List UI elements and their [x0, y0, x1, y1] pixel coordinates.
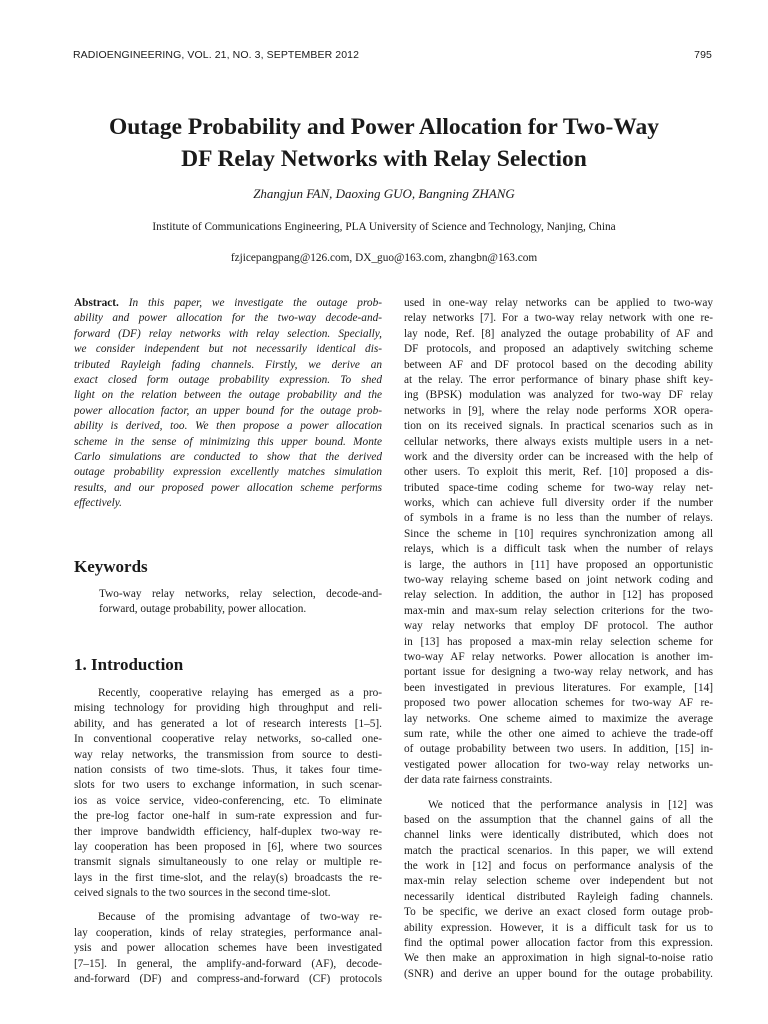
abstract-line: effectively. — [74, 497, 122, 510]
intro-line: lay cooperation has been proposed in [6], where two sources — [74, 840, 382, 853]
body-line: vestigated power allocation for two-way relay networks un- — [404, 758, 713, 771]
body-line: lay networks. One scheme aimed to maximize the average — [404, 712, 713, 725]
page-number: 795 — [694, 49, 712, 61]
affiliation: Institute of Communications Engineering, PLA University of Science and Technology, Nanjing, China — [152, 221, 616, 233]
paper-title — [60, 111, 708, 175]
intro-line: way relay networks, the transmission from source to desti- — [74, 748, 382, 761]
intro-line: and-forward (DF) and compress-and-forward (CF) protocols — [74, 973, 382, 986]
body-line: portant issue for designing a two-way relay network, and has — [404, 666, 713, 679]
abstract-line: scheme in the sense of minimizing this upper bound. Monte — [74, 435, 382, 448]
body-line: way relay networks that employ DF protocol. The author — [404, 620, 713, 633]
intro-line: lay cooperation, kinds of relay strategies, performance anal- — [74, 926, 382, 939]
intro-line: Because of the promising advantage of two-way re- — [98, 911, 382, 924]
body-line: tion on its received signals. In practical scenarios such as in — [404, 420, 713, 433]
body-line: works, which can achieve full diversity order if the number — [404, 497, 713, 510]
body-line: der data rate fairness constraints. — [404, 774, 553, 787]
body-line: max-min relay selection scheme over independent but not — [404, 875, 713, 888]
body-line: the work in [12] and focus on performance analysis of the — [404, 860, 713, 873]
intro-line: slots for two users to exchange information, in such scenar- — [74, 779, 382, 792]
body-line: two-way AF relay networks. Power allocation is another im- — [404, 650, 713, 663]
intro-line: [7–15]. In general, the amplify-and-forward (AF), decode- — [74, 957, 382, 970]
body-line: relays, which is a difficult task when the number of relays — [404, 543, 713, 556]
body-line: of symbols in a frame is no less than the number of relays. — [404, 512, 713, 525]
abstract-line: ability and power allocation for the two-way decode-and- — [74, 312, 382, 325]
intro-line: lays in the first time-slot, and the relay(s) broadcasts the re- — [74, 871, 382, 884]
body-line: Since the scheme in [10] requires synchronization among all — [404, 527, 713, 540]
body-line: is large, the authors in [11] have proposed an opportunistic — [404, 558, 713, 571]
body-line: proposed two power allocation schemes for two-way AF re- — [404, 697, 713, 710]
introduction-heading: 1. Introduction — [74, 655, 184, 674]
abstract — [74, 296, 382, 511]
body-line: (SNR) and derive an upper bound for the outage probability. — [404, 967, 713, 980]
abstract-line: results, and our proposed power allocation scheme performs — [74, 481, 382, 494]
body-line: ing (BPSK) modulation was analyzed for two-way DF relay — [404, 389, 713, 402]
body-line: used in one-way relay networks can be applied to two-way — [404, 297, 713, 309]
paragraph-gap — [74, 901, 382, 910]
journal-name: RADIOENGINEERING, VOL. 21, NO. 3, SEPTEMBER 2012 — [73, 49, 360, 61]
abstract-line: outage probability expression excellently matches simulation — [74, 466, 382, 479]
abstract-line: Carlo simulations are conducted to show that the derived — [74, 450, 382, 463]
body-line: in [13] has proposed a max-min relay selection scheme for — [404, 635, 713, 648]
body-line: necessarily identical distributed Rayleigh fading channels. — [404, 890, 713, 903]
abstract-line: forward (DF) relay networks with relay selection. Specially, — [74, 327, 382, 340]
body-line: networks in [9], where the relay node performs XOR opera- — [404, 404, 713, 417]
right-column — [404, 296, 713, 982]
body-line: work and the diversity order can be increased with the help of — [404, 450, 713, 463]
abstract-line: tributed Rayleigh fading channels. Firstly, we derive an — [74, 358, 382, 371]
intro-line: the pre-log factor one-half in sum-rate expression and fur- — [74, 810, 382, 823]
body-line: tributed space-time coding scheme for two-way relay net- — [404, 481, 713, 494]
abstract-line: power allocation factor, an upper bound for the outage prob- — [74, 404, 382, 417]
abstract-first-line-text: In this paper, we investigate the outage prob- — [128, 297, 382, 309]
body-line: We then make an approximation in high signal-to-noise ratio — [404, 952, 713, 965]
body-line: We noticed that the performance analysis in [12] was — [428, 798, 713, 811]
body-line: relay selection. In addition, the author in [12] has proposed — [404, 589, 713, 602]
abstract-line — [74, 296, 382, 311]
keywords-line: Two-way relay networks, relay selection, decode-and- — [99, 588, 382, 600]
body-line: been investigated in previous literatures. For example, [14] — [404, 681, 713, 694]
body-line: relay networks [7]. For a two-way relay network with one re- — [404, 312, 713, 325]
intro-line: ios as voice service, video-conferencing, etc. To eliminate — [74, 794, 382, 807]
body-line: cellular networks, there always exists multiple users in a net- — [404, 435, 713, 448]
body-line: max-min and max-sum relay selection criterions for the two- — [404, 604, 713, 617]
body-line: find the optimal power allocation factor from this expression. — [404, 937, 713, 950]
body-line: channel links were identically distributed, which does not — [404, 829, 713, 842]
intro-line: ceived signals to the two sources in the second time-slot. — [74, 887, 331, 900]
intro-line: mising technology for providing high throughput and reli- — [74, 702, 382, 715]
intro-line: ther improve bandwidth efficiency, half-duplex two-way re- — [74, 825, 382, 838]
title-line: Outage Probability and Power Allocation for Two-Way — [108, 114, 660, 140]
author-emails: fzjicepangpang@126.com, DX_guo@163.com, zhangbn@163.com — [230, 252, 538, 264]
body-line: based on the assumption that the channel gains of all the — [404, 813, 713, 826]
intro-line: ability, and has generated a lot of research interests [1–5]. — [74, 717, 382, 730]
body-line: between AF and DF protocol based on the decoding ability — [404, 358, 713, 371]
abstract-line: we consider independent but not necessarily identical dis- — [74, 343, 382, 356]
body-line: ability expression. However, it is a difficult task for us to — [404, 921, 713, 934]
intro-line: In conventional cooperative relay networks, so-called one- — [74, 733, 382, 746]
keywords-heading: Keywords — [74, 557, 148, 576]
abstract-line: ability is derived, too. We then propose a power allocation — [74, 420, 382, 433]
running-header — [73, 49, 712, 63]
body-line: at the relay. The error performance of binary phase shift key- — [404, 373, 713, 386]
intro-line: transmit signals simultaneously to one relay or multiple re- — [74, 856, 382, 869]
body-line: lay node, Ref. [8] analyzed the outage probability of AF and — [404, 327, 713, 340]
body-line: match the practical scenarios. In this paper, we will extend — [404, 844, 713, 857]
intro-line: nation consists of two time-slots. Thus, it takes four time- — [74, 763, 382, 776]
introduction-body — [74, 686, 382, 987]
paragraph-gap — [404, 789, 713, 798]
abstract-line: light on the relation between the outage probability and the — [74, 389, 382, 402]
body-line: To be specific, we derive an exact closed form outage prob- — [404, 906, 713, 919]
intro-line: Recently, cooperative relaying has emerged as a pro- — [98, 687, 382, 699]
abstract-line: exact closed form outage probability expression. To shed — [74, 373, 382, 386]
keywords-list — [99, 587, 382, 618]
abstract-label: Abstract. — [74, 297, 119, 309]
author-list: Zhangjun FAN, Daoxing GUO, Bangning ZHANG — [253, 186, 515, 201]
body-line: two-way relaying scheme based on joint network coding and — [404, 574, 713, 587]
body-line: of outage probability between two users. In addition, [15] in- — [404, 743, 713, 756]
body-line: other users. To exploit this merit, Ref. [10] proposed a dis- — [404, 466, 713, 479]
body-line: DF protocols, and proposed an adaptively switching scheme — [404, 343, 713, 356]
body-line: sum rate, while the other one aimed to achieve the trade-off — [404, 727, 713, 740]
intro-line: ysis and power allocation schemes have been investigated — [74, 942, 382, 955]
keywords-line: forward, outage probability, power allocation. — [99, 603, 307, 616]
title-line: DF Relay Networks with Relay Selection — [181, 146, 587, 172]
